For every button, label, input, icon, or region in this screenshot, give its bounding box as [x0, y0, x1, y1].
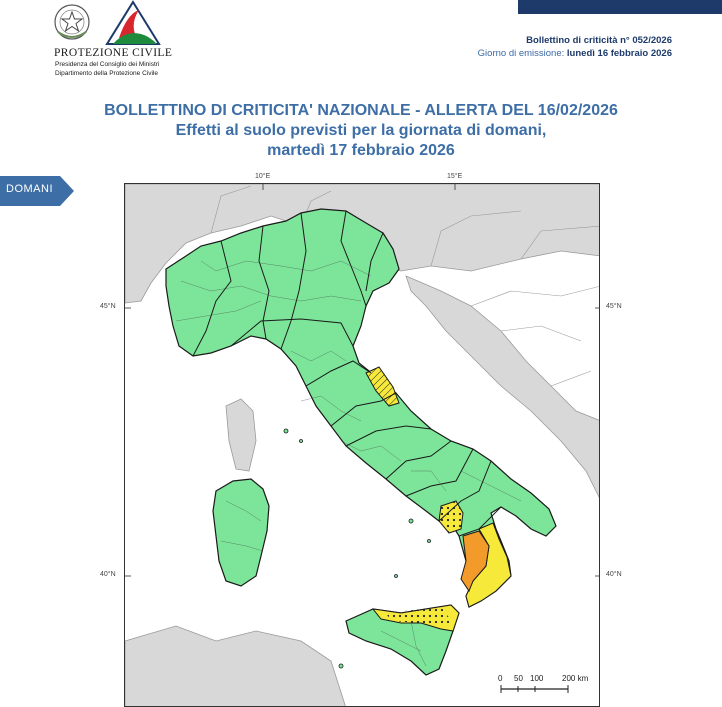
title-line-3: martedì 17 febbraio 2026: [267, 142, 455, 159]
org-subtitle-1: Presidenza del Consiglio dei Ministri: [55, 61, 160, 68]
day-tab[interactable]: [0, 176, 74, 206]
bulletin-meta: [478, 34, 672, 60]
lat-label-45n-right: 45°N: [606, 303, 622, 310]
issue-date: lunedì 16 febbraio 2026: [566, 48, 672, 59]
issue-date-label: Giorno di emissione:: [477, 48, 565, 59]
protezione-civile-logo: [50, 0, 173, 80]
scale-bar: [498, 674, 588, 694]
day-tab-label: DOMANI: [6, 183, 53, 195]
alert-map[interactable]: [124, 183, 600, 707]
scale-label-50: 50: [514, 674, 523, 683]
bulletin-title: [0, 101, 722, 161]
title-line-1: BOLLETTINO DI CRITICITA' NAZIONALE - ALLERTA DEL 16/02/2026: [104, 102, 618, 119]
scale-bar-line: [498, 685, 588, 695]
lat-label-40n-left: 40°N: [100, 571, 116, 578]
scale-label-100: 100: [530, 674, 544, 683]
republic-emblem-icon: [52, 2, 92, 42]
lat-label-45n-left: 45°N: [100, 303, 116, 310]
scale-label-200: 200 km: [562, 674, 589, 683]
civil-protection-icon: [105, 0, 161, 46]
scale-label-0: 0: [498, 674, 503, 683]
lon-label-10e: 10°E: [255, 173, 271, 180]
top-accent-bar: [518, 0, 722, 14]
title-line-2: Effetti al suolo previsti per la giornata di domani,: [175, 122, 547, 139]
org-name: PROTEZIONE CIVILE: [54, 47, 173, 59]
lon-label-15e: 15°E: [447, 173, 463, 180]
org-subtitle-2: Dipartimento della Protezione Civile: [55, 70, 158, 77]
italy-alert-map-svg: [125, 184, 600, 707]
bulletin-number: Bollettino di criticità n° 052/2026: [526, 35, 672, 46]
lat-label-40n-right: 40°N: [606, 571, 622, 578]
